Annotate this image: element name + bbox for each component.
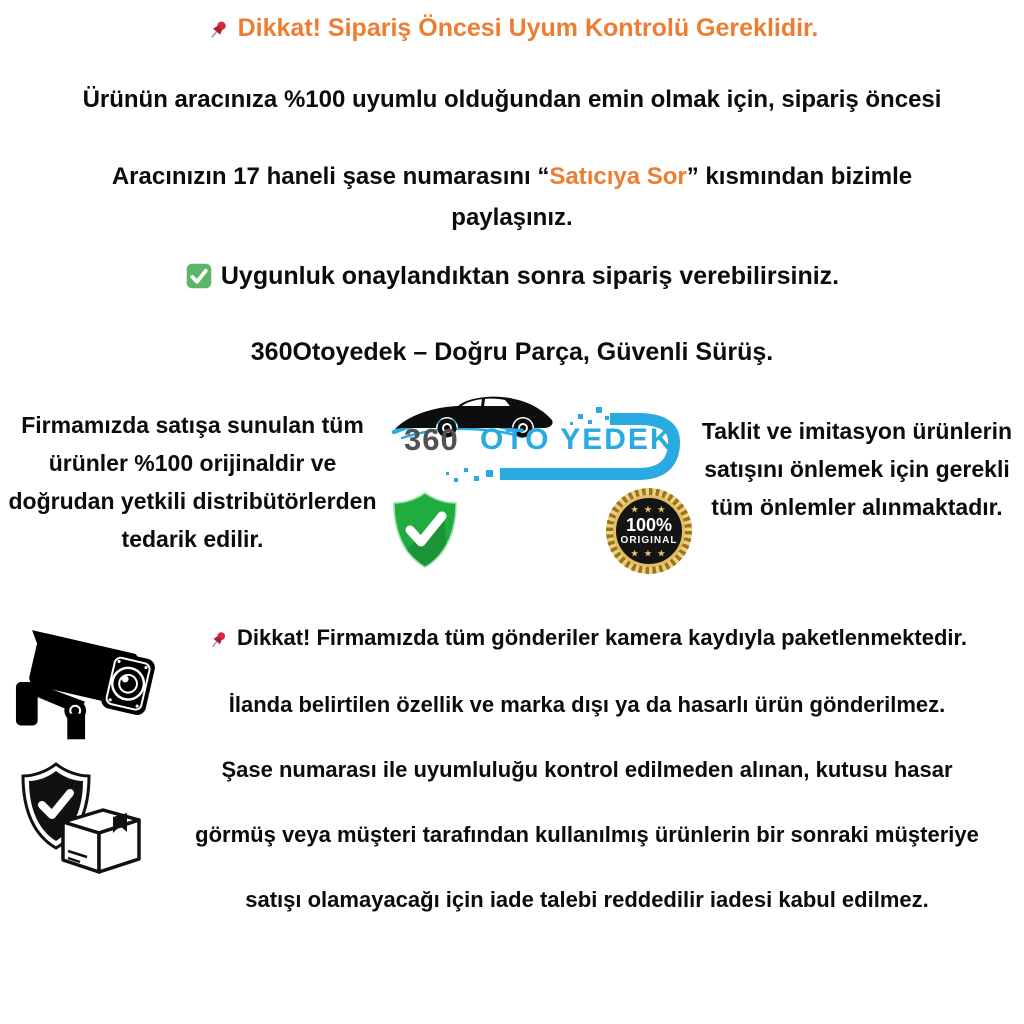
return-policy-line-2: görmüş veya müşteri tarafından kullanılmış ürünlerin bir sonraki müşteriye <box>195 822 979 847</box>
warning-headline <box>0 14 1024 49</box>
pushpin-icon <box>206 18 230 49</box>
green-check-icon <box>185 262 213 297</box>
badge-stars-top: ★ ★ ★ <box>631 504 667 514</box>
badge-percent: 100% <box>625 514 673 535</box>
ask-seller-highlight: Satıcıya Sor <box>549 163 687 190</box>
badge-stars-bottom: ★ ★ ★ <box>631 548 667 558</box>
approval-line-text: Uygunluk onaylandıktan sonra sipariş verebilirsiniz. <box>220 262 840 290</box>
logo-360-oto-yedek <box>388 392 690 492</box>
cctv-camera-icon <box>12 618 170 753</box>
logo-name: OTO YEDEK <box>480 423 674 456</box>
anti-counterfeit-text: Taklit ve imitasyon ürünlerin satışını önlemek için gerekli tüm önlemler alınmaktadır. <box>701 418 1013 520</box>
approval-line <box>0 262 1024 297</box>
warning-headline-text: Dikkat! Sipariş Öncesi Uyum Kontrolü Gereklidir. <box>237 14 819 42</box>
shield-box-icon <box>10 760 162 885</box>
badge-label: ORIGINAL <box>620 534 678 546</box>
vin-text-after: ” kısmından bizimle paylaşınız. <box>451 163 913 231</box>
pushpin-icon <box>207 629 229 657</box>
camera-policy-line <box>152 625 1022 657</box>
vin-paragraph <box>62 156 962 238</box>
green-shield-check-icon <box>390 490 460 575</box>
logo-number: 360 <box>404 422 459 457</box>
original-products-text: Firmamızda satışa sunulan tüm ürünler %100 orijinaldir ve doğrudan yetkili distribütörlerden tedarik edilir. <box>8 412 377 552</box>
camera-policy-text: Dikkat! Firmamızda tüm gönderiler kamera kaydıyla paketlenmektedir. <box>237 625 967 650</box>
listing-policy-line: İlanda belirtilen özellik ve marka dışı ya da hasarlı ürün gönderilmez. <box>228 692 946 717</box>
vin-text-before: Aracınızın 17 haneli şase numarasını “ <box>111 163 550 190</box>
original-100-badge <box>606 488 692 574</box>
original-100-badge-center <box>613 495 685 567</box>
compatibility-line: Ürünün aracınıza %100 uyumlu olduğundan emin olmak için, sipariş öncesi <box>82 86 942 113</box>
return-policy-line-3: satışı olamayacağı için iade talebi reddedilir iadesi kabul edilmez. <box>245 887 929 912</box>
return-policy-line-1: Şase numarası ile uyumluluğu kontrol edilmeden alınan, kutusu hasar <box>221 757 953 782</box>
brand-slogan: 360Otoyedek – Doğru Parça, Güvenli Sürüş. <box>250 338 774 366</box>
